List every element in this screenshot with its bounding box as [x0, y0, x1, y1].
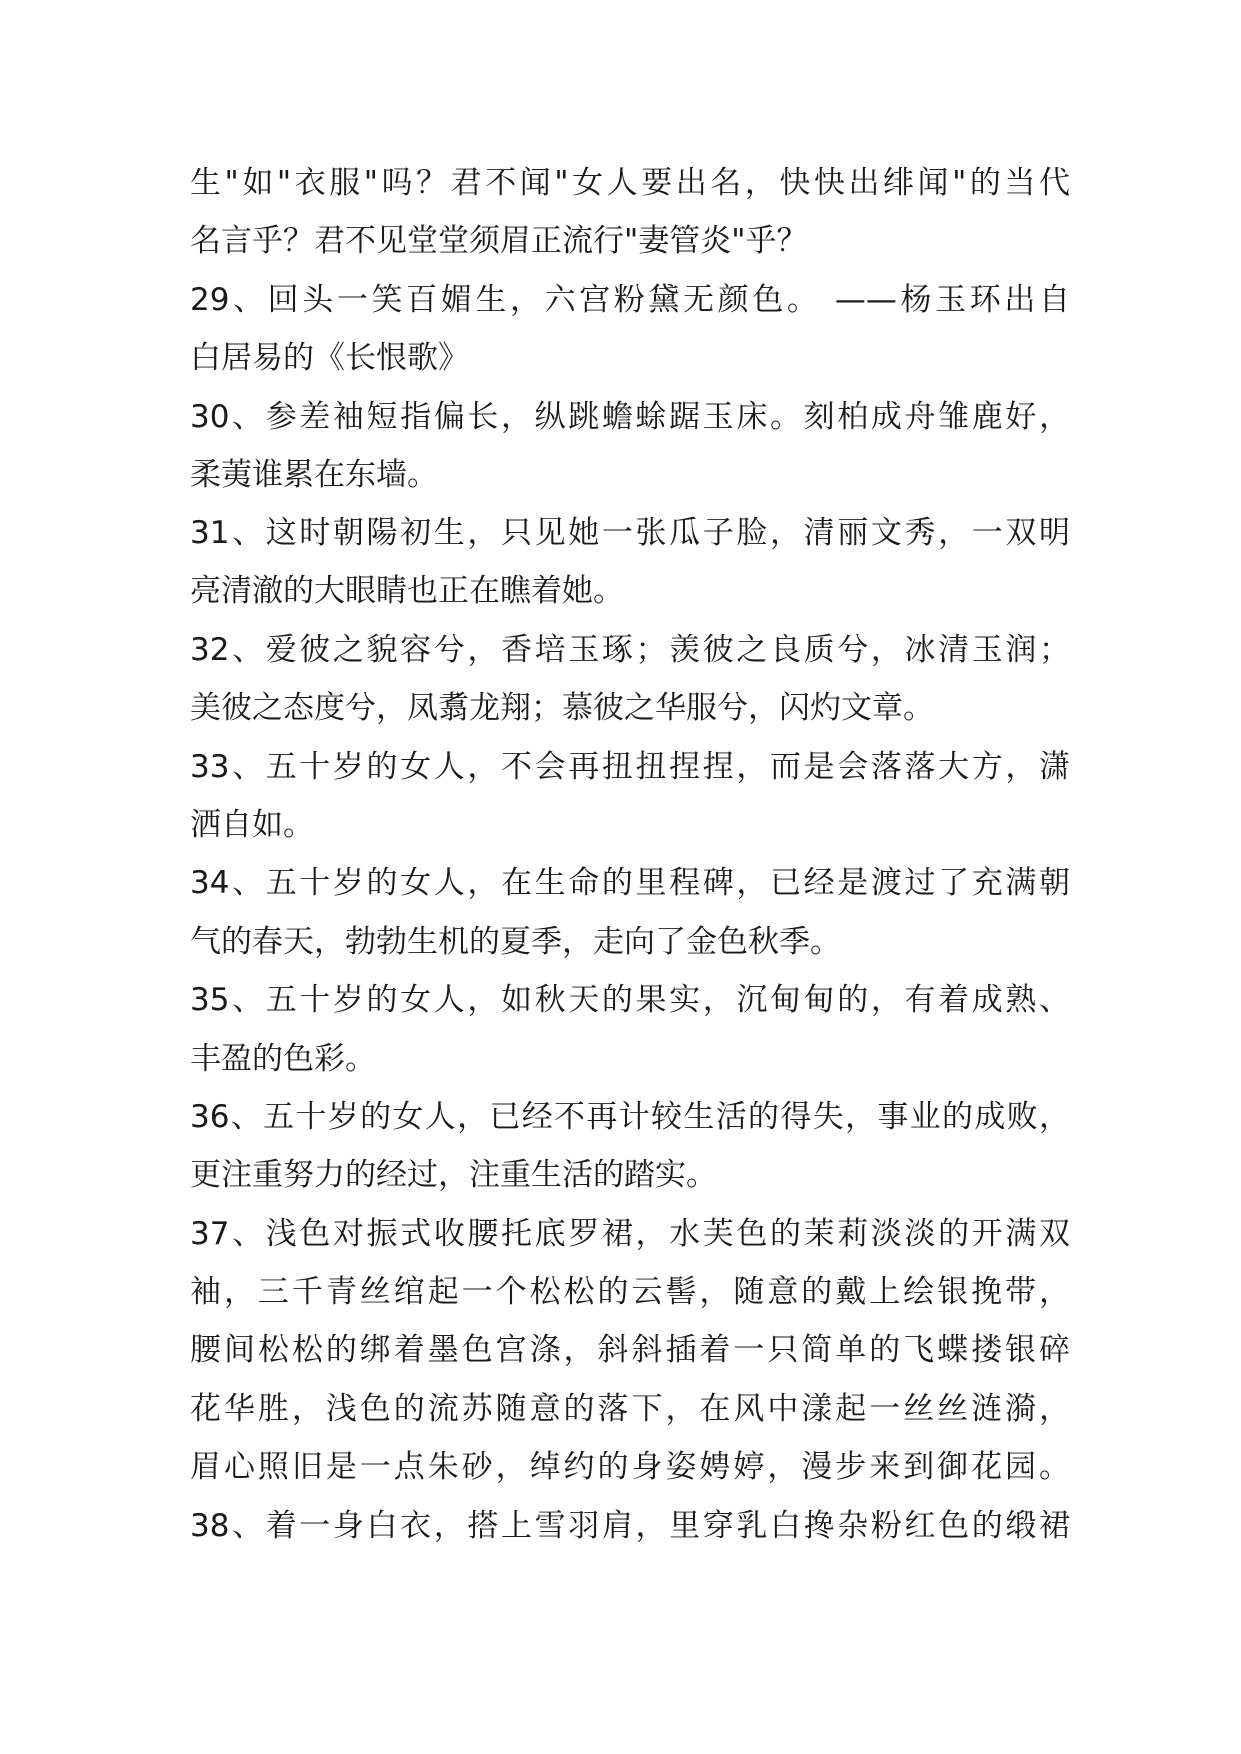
text-line: 37、浅色对振式收腰托底罗裙，水芙色的茉莉淡淡的开满双	[190, 1216, 1070, 1252]
text-line: 31、这时朝陽初生，只见她一张瓜子脸，清丽文秀，一双明	[190, 515, 1070, 551]
text-line: 30、参差袖短指偏长，纵跳蟾蜍踞玉床。刻柏成舟雏鹿好，	[190, 399, 1070, 435]
text-line: 亮清澈的大眼睛也正在瞧着她。	[190, 573, 624, 609]
text-line: 袖，三千青丝绾起一个松松的云髻，随意的戴上绘银挽带，	[190, 1274, 1070, 1310]
text-line: 更注重努力的经过，注重生活的踏实。	[190, 1157, 717, 1193]
text-line: 35、五十岁的女人，如秋天的果实，沉甸甸的，有着成熟、	[190, 982, 1070, 1018]
text-line: 白居易的《长恨歌》	[190, 340, 469, 376]
text-line: 美彼之态度兮，凤翥龙翔；慕彼之华服兮，闪灼文章。	[190, 690, 934, 726]
text-line: 腰间松松的绑着墨色宫涤，斜斜插着一只简单的飞蝶搂银碎	[190, 1332, 1070, 1368]
text-line: 丰盈的色彩。	[190, 1041, 376, 1077]
text-line: 名言乎？君不见堂堂须眉正流行"妻管炎"乎？	[190, 223, 808, 259]
text-line: 36、五十岁的女人，已经不再计较生活的得失，事业的成败，	[190, 1099, 1070, 1135]
text-line: 气的春天，勃勃生机的夏季，走向了金色秋季。	[190, 924, 841, 960]
text-line: 眉心照旧是一点朱砂，绰约的身姿娉婷，漫步来到御花园。	[190, 1449, 1070, 1485]
text-line: 花华胜，浅色的流苏随意的落下，在风中漾起一丝丝涟漪，	[190, 1391, 1070, 1427]
text-line: 柔荑谁累在东墙。	[190, 457, 438, 493]
text-line: 32、爱彼之貌容兮，香培玉琢；羡彼之良质兮，冰清玉润；	[190, 632, 1070, 668]
text-line: 洒自如。	[190, 807, 314, 843]
text-line: 38、着一身白衣，搭上雪羽肩，里穿乳白搀杂粉红色的缎裙	[190, 1508, 1070, 1544]
text-line: 29、回头一笑百媚生，六宫粉黛无颜色。 ——杨玉环出自	[190, 282, 1070, 318]
text-line: 34、五十岁的女人，在生命的里程碑，已经是渡过了充满朝	[190, 865, 1070, 901]
text-line: 生"如"衣服"吗？君不闻"女人要出名，快快出绯闻"的当代	[190, 165, 1070, 201]
text-line: 33、五十岁的女人，不会再扭扭捏捏，而是会落落大方，潇	[190, 749, 1070, 785]
